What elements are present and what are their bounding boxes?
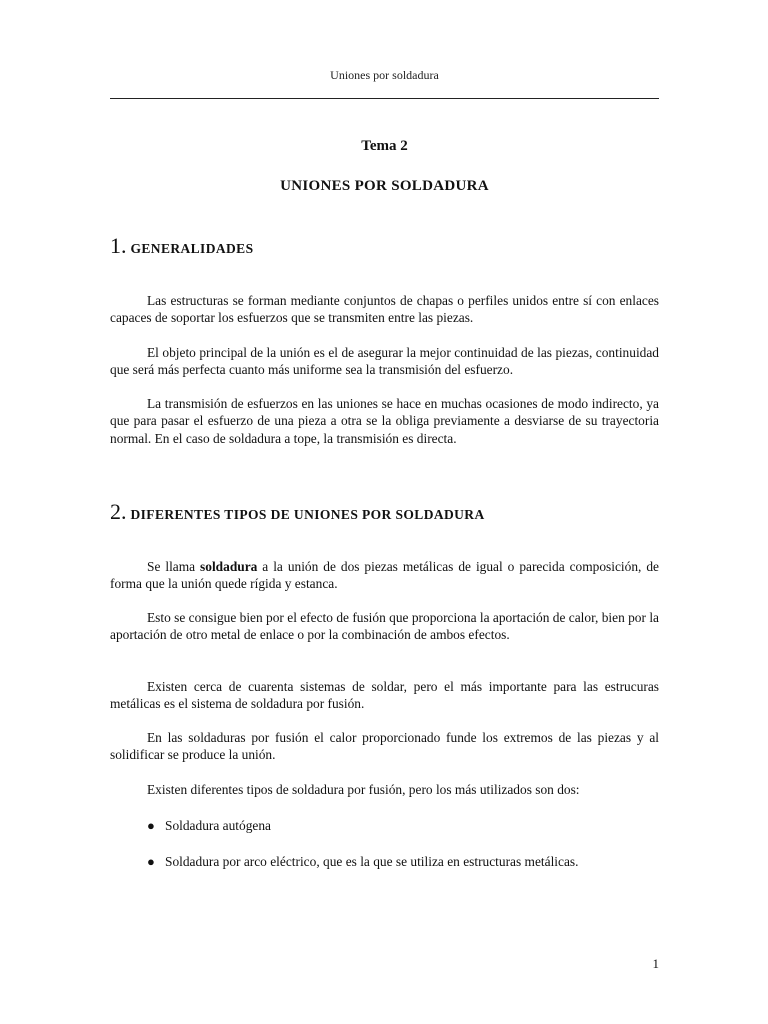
header-rule [110, 98, 659, 99]
section-1-number: 1. [110, 233, 127, 258]
section-1-paragraph-1: Las estructuras se forman mediante conjuntos de chapas o perfiles unidos entre sí con enlaces capaces de soportar los esfuerzos que se transmiten entre las piezas. [110, 293, 659, 326]
section-1-heading [110, 233, 659, 259]
bullet-icon: ● [147, 854, 155, 869]
defined-term: soldadura [200, 559, 258, 574]
section-1-paragraph-2: El objeto principal de la unión es el de asegurar la mejor continuidad de las piezas, continuidad que será más perfecta cuanto más uniforme sea la transmisión del esfuerzo. [110, 345, 659, 378]
section-2-paragraph-5: Existen diferentes tipos de soldadura por fusión, pero los más utilizados son dos: [147, 782, 580, 797]
list-item-text: Soldadura por arco eléctrico, que es la que se utiliza en estructuras metálicas. [165, 854, 579, 869]
section-2-paragraph-3: Existen cerca de cuarenta sistemas de soldar, pero el más importante para las estrucuras metálicas es el sistema de soldadura por fusión. [110, 679, 659, 712]
paragraph-text: a la unión de dos piezas metálicas de igual o parecida composición, de forma que la unión quede rígida y estanca. [110, 559, 659, 592]
section-2-title: DIFERENTES TIPOS DE UNIONES POR SOLDADURA [130, 507, 485, 522]
section-2-number: 2. [110, 499, 127, 524]
list-item-text: Soldadura autógena [165, 818, 271, 833]
section-1-paragraph-3: La transmisión de esfuerzos en las uniones se hace en muchas ocasiones de modo indirecto, ya que para pasar el esfuerzo de una pieza a otra se la obliga previamente a desviarse de su trayectoria normal. En el caso de soldadura a tope, la transmisión es directa. [110, 396, 659, 446]
paragraph-text: Se llama [147, 559, 201, 574]
chapter-label: Tema 2 [361, 138, 408, 154]
section-1-title: GENERALIDADES [130, 241, 254, 256]
running-header: Uniones por soldadura [330, 68, 439, 82]
section-2-heading [110, 499, 659, 525]
section-2-paragraph-2: Esto se consigue bien por el efecto de fusión que proporciona la aportación de calor, bien por la aportación de otro metal de enlace o por la combinación de ambos efectos. [110, 610, 659, 643]
list-item [147, 817, 659, 834]
section-2-paragraph-4: En las soldaduras por fusión el calor proporcionado funde los extremos de las piezas y al solidificar se produce la unión. [110, 730, 659, 763]
list-item [147, 853, 659, 870]
section-2-paragraph-1 [110, 558, 659, 593]
page-number: 1 [652, 956, 659, 971]
bullet-icon: ● [147, 818, 155, 833]
page-title: UNIONES POR SOLDADURA [280, 178, 489, 194]
